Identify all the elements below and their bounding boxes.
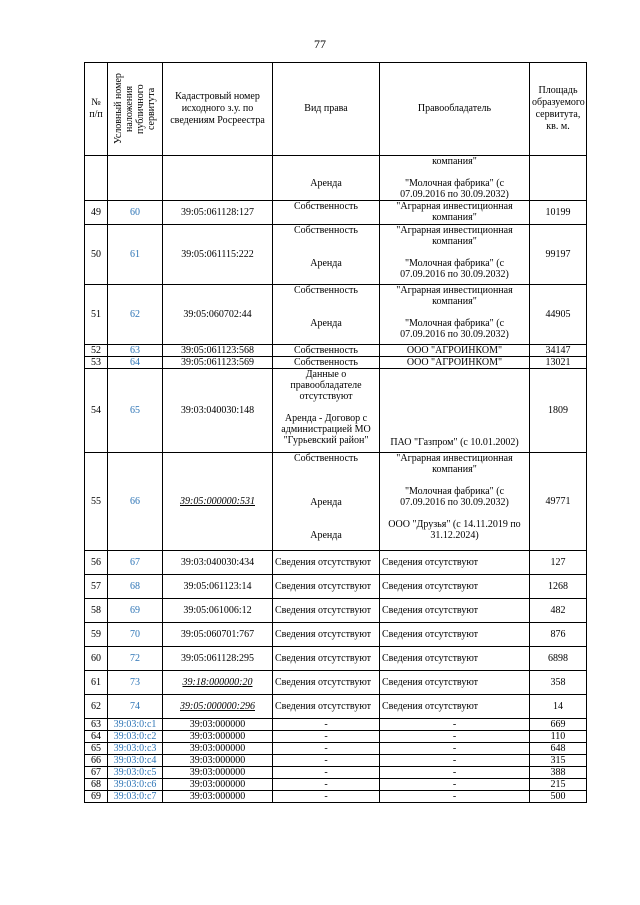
cell-cadastral: 39:05:061123:569 — [163, 357, 273, 369]
cell-code: 67 — [108, 551, 163, 575]
right-line: Аренда — [310, 258, 342, 269]
cell-num: 66 — [85, 755, 108, 767]
table-row — [85, 551, 587, 575]
cell-code: 65 — [108, 369, 163, 453]
cell-right: - — [273, 791, 380, 803]
cell-owner: ООО "АГРОИНКОМ" — [380, 345, 530, 357]
cell-owner: Сведения отсутствуют — [380, 623, 530, 647]
cell-code: 68 — [108, 575, 163, 599]
cell-owner: - — [380, 779, 530, 791]
cell-right — [273, 156, 380, 201]
cell-area: 6898 — [530, 647, 587, 671]
cell-code: 39:03:0:с3 — [108, 743, 163, 755]
owner-line: "Молочная фабрика" (с 07.09.2016 по 30.09.2032) — [400, 318, 509, 340]
table-row — [85, 719, 587, 731]
cell-code: 39:03:0:с2 — [108, 731, 163, 743]
cell-num: 51 — [85, 285, 108, 345]
cell-right: - — [273, 743, 380, 755]
cell-area: 1268 — [530, 575, 587, 599]
owner-line: "Аграрная инвестиционная компания" — [396, 285, 513, 307]
cell-area: 315 — [530, 755, 587, 767]
cell-area: 14 — [530, 695, 587, 719]
cell-area: 876 — [530, 623, 587, 647]
cell-num: 64 — [85, 731, 108, 743]
cell-cadastral: 39:05:061123:568 — [163, 345, 273, 357]
cell-code — [108, 156, 163, 201]
cell-num: 56 — [85, 551, 108, 575]
owner-line: "Аграрная инвестиционная компания" — [396, 201, 513, 223]
cell-right — [273, 225, 380, 285]
cell-area: 215 — [530, 779, 587, 791]
cell-num: 57 — [85, 575, 108, 599]
cell-owner: - — [380, 755, 530, 767]
table-row — [85, 345, 587, 357]
table-row — [85, 767, 587, 779]
cell-owner — [380, 156, 530, 201]
cell-right — [273, 453, 380, 551]
header-num: № п/п — [85, 63, 108, 156]
cell-code: 74 — [108, 695, 163, 719]
cell-num: 59 — [85, 623, 108, 647]
cell-owner: - — [380, 791, 530, 803]
cell-num: 50 — [85, 225, 108, 285]
continuation-row — [85, 156, 587, 201]
cell-cadastral: 39:03:000000 — [163, 767, 273, 779]
cell-area: 482 — [530, 599, 587, 623]
cell-area: 669 — [530, 719, 587, 731]
cell-right: - — [273, 767, 380, 779]
table-row — [85, 695, 587, 719]
cell-owner: Сведения отсутствуют — [380, 575, 530, 599]
cell-owner: ООО "АГРОИНКОМ" — [380, 357, 530, 369]
cell-cadastral: 39:03:040030:434 — [163, 551, 273, 575]
cell-area: 49771 — [530, 453, 587, 551]
cell-cadastral: 39:18:000000:20 — [163, 671, 273, 695]
cell-right: Сведения отсутствуют — [273, 575, 380, 599]
cell-area: 500 — [530, 791, 587, 803]
cell-area: 44905 — [530, 285, 587, 345]
cell-right: - — [273, 755, 380, 767]
cell-cadastral: 39:05:060701:767 — [163, 623, 273, 647]
cell-right: Сведения отсутствуют — [273, 647, 380, 671]
header-cadastral: Кадастровый номер исходного з.у. по сведениям Росреестра — [163, 63, 273, 156]
cell-right: - — [273, 731, 380, 743]
cell-cadastral: 39:03:000000 — [163, 791, 273, 803]
cell-area: 10199 — [530, 201, 587, 225]
cell-owner — [380, 225, 530, 285]
cell-right: - — [273, 779, 380, 791]
cell-cadastral: 39:05:061128:127 — [163, 201, 273, 225]
cell-area: 110 — [530, 731, 587, 743]
table-row — [85, 779, 587, 791]
right-line: Аренда — [310, 178, 342, 189]
cell-num: 54 — [85, 369, 108, 453]
cell-code: 39:03:0:с4 — [108, 755, 163, 767]
cell-owner: - — [380, 743, 530, 755]
cell-owner: Сведения отсутствуют — [380, 599, 530, 623]
cell-owner: Сведения отсутствуют — [380, 551, 530, 575]
header-code-text: Условный номер наложения публичного сервитута — [113, 73, 157, 145]
cell-cadastral: 39:05:061123:14 — [163, 575, 273, 599]
cell-area: 99197 — [530, 225, 587, 285]
cell-code: 61 — [108, 225, 163, 285]
cell-code: 60 — [108, 201, 163, 225]
cell-num: 58 — [85, 599, 108, 623]
cell-num: 52 — [85, 345, 108, 357]
right-line: Собственность — [294, 225, 358, 236]
table-row — [85, 647, 587, 671]
cell-code: 66 — [108, 453, 163, 551]
right-line: Аренда — [310, 497, 342, 508]
cell-right: Собственность — [273, 345, 380, 357]
cell-cadastral: 39:03:040030:148 — [163, 369, 273, 453]
table-row — [85, 369, 587, 453]
table-row — [85, 671, 587, 695]
right-line: Данные о правообладателе отсутствуют — [290, 369, 362, 402]
cell-area: 388 — [530, 767, 587, 779]
header-owner: Правообладатель — [380, 63, 530, 156]
cell-area: 358 — [530, 671, 587, 695]
owner-line: "Аграрная инвестиционная компания" — [396, 453, 513, 475]
table-row — [85, 623, 587, 647]
cell-owner: Сведения отсутствуют — [380, 695, 530, 719]
cell-owner — [380, 285, 530, 345]
cell-code: 39:03:0:с7 — [108, 791, 163, 803]
cell-right — [273, 201, 380, 225]
servitude-table — [84, 62, 587, 803]
cell-num: 65 — [85, 743, 108, 755]
table-row — [85, 201, 587, 225]
cell-area: 1809 — [530, 369, 587, 453]
cell-num: 61 — [85, 671, 108, 695]
cell-area — [530, 156, 587, 201]
cell-owner: Сведения отсутствуют — [380, 671, 530, 695]
owner-line: "Молочная фабрика" (с 07.09.2016 по 30.09.2032) — [400, 178, 509, 200]
cell-owner — [380, 369, 530, 453]
cell-num: 49 — [85, 201, 108, 225]
cell-right: Сведения отсутствуют — [273, 623, 380, 647]
cell-code: 69 — [108, 599, 163, 623]
cell-code: 64 — [108, 357, 163, 369]
cell-right — [273, 369, 380, 453]
cell-owner: - — [380, 731, 530, 743]
cell-code: 70 — [108, 623, 163, 647]
owner-line: компания" — [432, 156, 477, 167]
cell-cadastral: 39:05:061128:295 — [163, 647, 273, 671]
cell-cadastral: 39:05:061006:12 — [163, 599, 273, 623]
cell-code: 62 — [108, 285, 163, 345]
owner-line: "Аграрная инвестиционная компания" — [396, 225, 513, 247]
cell-num: 63 — [85, 719, 108, 731]
cell-area: 34147 — [530, 345, 587, 357]
cell-num: 62 — [85, 695, 108, 719]
table-row — [85, 575, 587, 599]
header-area: Площадь образуемого сервитута, кв. м. — [530, 63, 587, 156]
cell-owner: - — [380, 719, 530, 731]
right-line: Аренда - Договор с администрацией МО "Гурьевский район" — [281, 413, 371, 446]
cell-cadastral: 39:03:000000 — [163, 779, 273, 791]
cell-cadastral: 39:05:061115:222 — [163, 225, 273, 285]
cell-cadastral — [163, 156, 273, 201]
right-line: Собственность — [294, 285, 358, 296]
cell-cadastral: 39:05:000000:531 — [163, 453, 273, 551]
table-row — [85, 285, 587, 345]
cell-right: Собственность — [273, 357, 380, 369]
cell-owner — [380, 201, 530, 225]
cell-cadastral: 39:05:060702:44 — [163, 285, 273, 345]
table-row — [85, 731, 587, 743]
cell-owner: Сведения отсутствуют — [380, 647, 530, 671]
cell-right: Сведения отсутствуют — [273, 599, 380, 623]
page-number: 77 — [314, 37, 326, 51]
cell-code: 39:03:0:с5 — [108, 767, 163, 779]
cell-right: Сведения отсутствуют — [273, 551, 380, 575]
cell-num — [85, 156, 108, 201]
table-row — [85, 599, 587, 623]
cell-cadastral: 39:03:000000 — [163, 719, 273, 731]
cell-code: 39:03:0:с6 — [108, 779, 163, 791]
owner-line: ПАО "Газпром" (с 10.01.2002) — [390, 437, 519, 448]
cell-code: 73 — [108, 671, 163, 695]
cell-num: 60 — [85, 647, 108, 671]
cell-area: 648 — [530, 743, 587, 755]
right-line: Аренда — [310, 318, 342, 329]
cell-area: 13021 — [530, 357, 587, 369]
table-row — [85, 755, 587, 767]
owner-line: ООО "Друзья" (с 14.11.2019 по 31.12.2024) — [388, 519, 521, 541]
right-line: Собственность — [294, 201, 358, 212]
cell-num: 53 — [85, 357, 108, 369]
header-right: Вид права — [273, 63, 380, 156]
cell-owner: - — [380, 767, 530, 779]
right-line: Аренда — [310, 530, 342, 541]
cell-right: - — [273, 719, 380, 731]
table-row — [85, 743, 587, 755]
header-row — [85, 63, 587, 156]
cell-owner — [380, 453, 530, 551]
cell-code: 39:03:0:с1 — [108, 719, 163, 731]
table-row — [85, 453, 587, 551]
cell-cadastral: 39:03:000000 — [163, 755, 273, 767]
table-row — [85, 225, 587, 285]
header-code — [108, 63, 163, 156]
cell-code: 63 — [108, 345, 163, 357]
cell-cadastral: 39:05:000000:296 — [163, 695, 273, 719]
right-line: Собственность — [294, 453, 358, 464]
cell-num: 67 — [85, 767, 108, 779]
table-row — [85, 791, 587, 803]
cell-code: 72 — [108, 647, 163, 671]
table-row — [85, 357, 587, 369]
cell-right: Сведения отсутствуют — [273, 695, 380, 719]
cell-right: Сведения отсутствуют — [273, 671, 380, 695]
cell-cadastral: 39:03:000000 — [163, 743, 273, 755]
owner-line: "Молочная фабрика" (с 07.09.2016 по 30.09.2032) — [400, 258, 509, 280]
cell-num: 69 — [85, 791, 108, 803]
cell-num: 68 — [85, 779, 108, 791]
cell-num: 55 — [85, 453, 108, 551]
cell-area: 127 — [530, 551, 587, 575]
cell-cadastral: 39:03:000000 — [163, 731, 273, 743]
owner-line: "Молочная фабрика" (с 07.09.2016 по 30.09.2032) — [400, 486, 509, 508]
cell-right — [273, 285, 380, 345]
